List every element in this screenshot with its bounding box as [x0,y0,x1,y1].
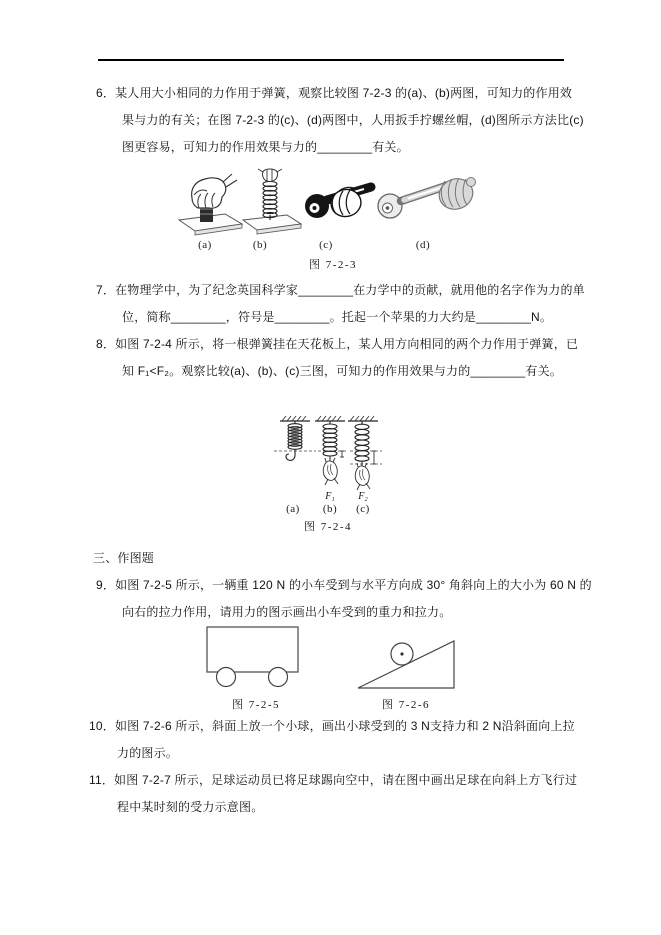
figure-7-2-5 [200,622,312,694]
force-label-f1: F₁ [325,491,335,502]
spring-a [286,421,302,460]
ceiling-hatching [282,416,374,421]
hand-c [355,461,370,490]
fig723-label-c: (c) [319,239,333,251]
question-6-line-2: 果与力的有关；在图 7-2-3 的(c)、(d)两图中，人用扳手拧螺丝帽，(d)图所示方法比(c) [122,113,584,127]
fig726-caption: 图 7-2-6 [381,699,431,711]
figure-7-2-3 [165,168,485,254]
section-3-heading: 三、作图题 [93,551,155,565]
extension-mark-c [372,451,376,464]
question-9-line-1: 9．如图 7-2-5 所示，一辆重 120 N 的小车受到与水平方向成 30° 角斜向上的大小为 60 N 的 [96,578,592,592]
question-9-line-2: 向右的拉力作用，请用力的图示画出小车受到的重力和拉力。 [122,605,452,619]
question-6-line-1: 6．某人用大小相同的力作用于弹簧，观察比较图 7-2-3 的(a)、(b)两图，可知力的作用效 [96,86,573,100]
wrench-long-grip-illustration [378,174,477,218]
cart-wheel-left [217,668,236,687]
force-label-f2: F₂ [358,491,368,502]
cart-wheel-right [269,668,288,687]
cart-body [207,627,298,672]
question-11-line-1: 11．如图 7-2-7 所示，足球运动员已将足球踢向空中，请在图中画出足球在向斜上方飞行过 [89,773,578,787]
question-8-line-2: 知 F₁<F₂。观察比较(a)、(b)、(c)三图，可知力的作用效果与力的________有关。 [122,364,563,378]
wrench-short-grip-illustration [305,187,371,220]
press-spring-illustration [179,174,242,235]
fig724-label-c: (c) [356,503,370,515]
question-11-line-2: 程中某时刻的受力示意图。 [117,800,264,814]
question-8-line-1: 8．如图 7-2-4 所示，将一根弹簧挂在天花板上，某人用方向相同的两个力作用于弹簧，已 [96,337,579,351]
question-7-line-1: 7．在物理学中，为了纪念英国科学家________在力学中的贡献，就用他的名字作为力的单 [96,283,585,297]
question-10-line-2: 力的图示。 [117,746,179,760]
question-6-line-3: 图更容易，可知力的作用效果与力的________有关。 [122,140,409,154]
fig723-label-b: (b) [252,239,268,251]
pull-spring-illustration [243,169,301,234]
spring-b [323,421,337,460]
ball-center-dot [400,652,403,655]
fig724-label-a: (a) [286,503,300,515]
fig724-caption: 图 7-2-4 [303,521,353,533]
hand-b [323,456,338,485]
extension-mark-b [340,451,344,457]
header-rule [98,59,564,61]
fig725-caption: 图 7-2-5 [231,699,281,711]
figure-7-2-4 [270,412,405,517]
question-10-line-1: 10．如图 7-2-6 所示，斜面上放一个小球，画出小球受到的 3 N支持力和 2 N沿斜面向上拉 [89,719,575,733]
question-7-line-2: 位，简称________，符号是________。托起一个苹果的力大约是________N。 [122,310,553,324]
fig724-label-b: (b) [322,503,338,515]
fig723-label-a: (a) [198,239,212,251]
figure-7-2-6 [350,622,465,694]
fig723-label-d: (d) [415,239,431,251]
fig723-caption: 图 7-2-3 [308,259,358,271]
spring-c [355,421,369,466]
